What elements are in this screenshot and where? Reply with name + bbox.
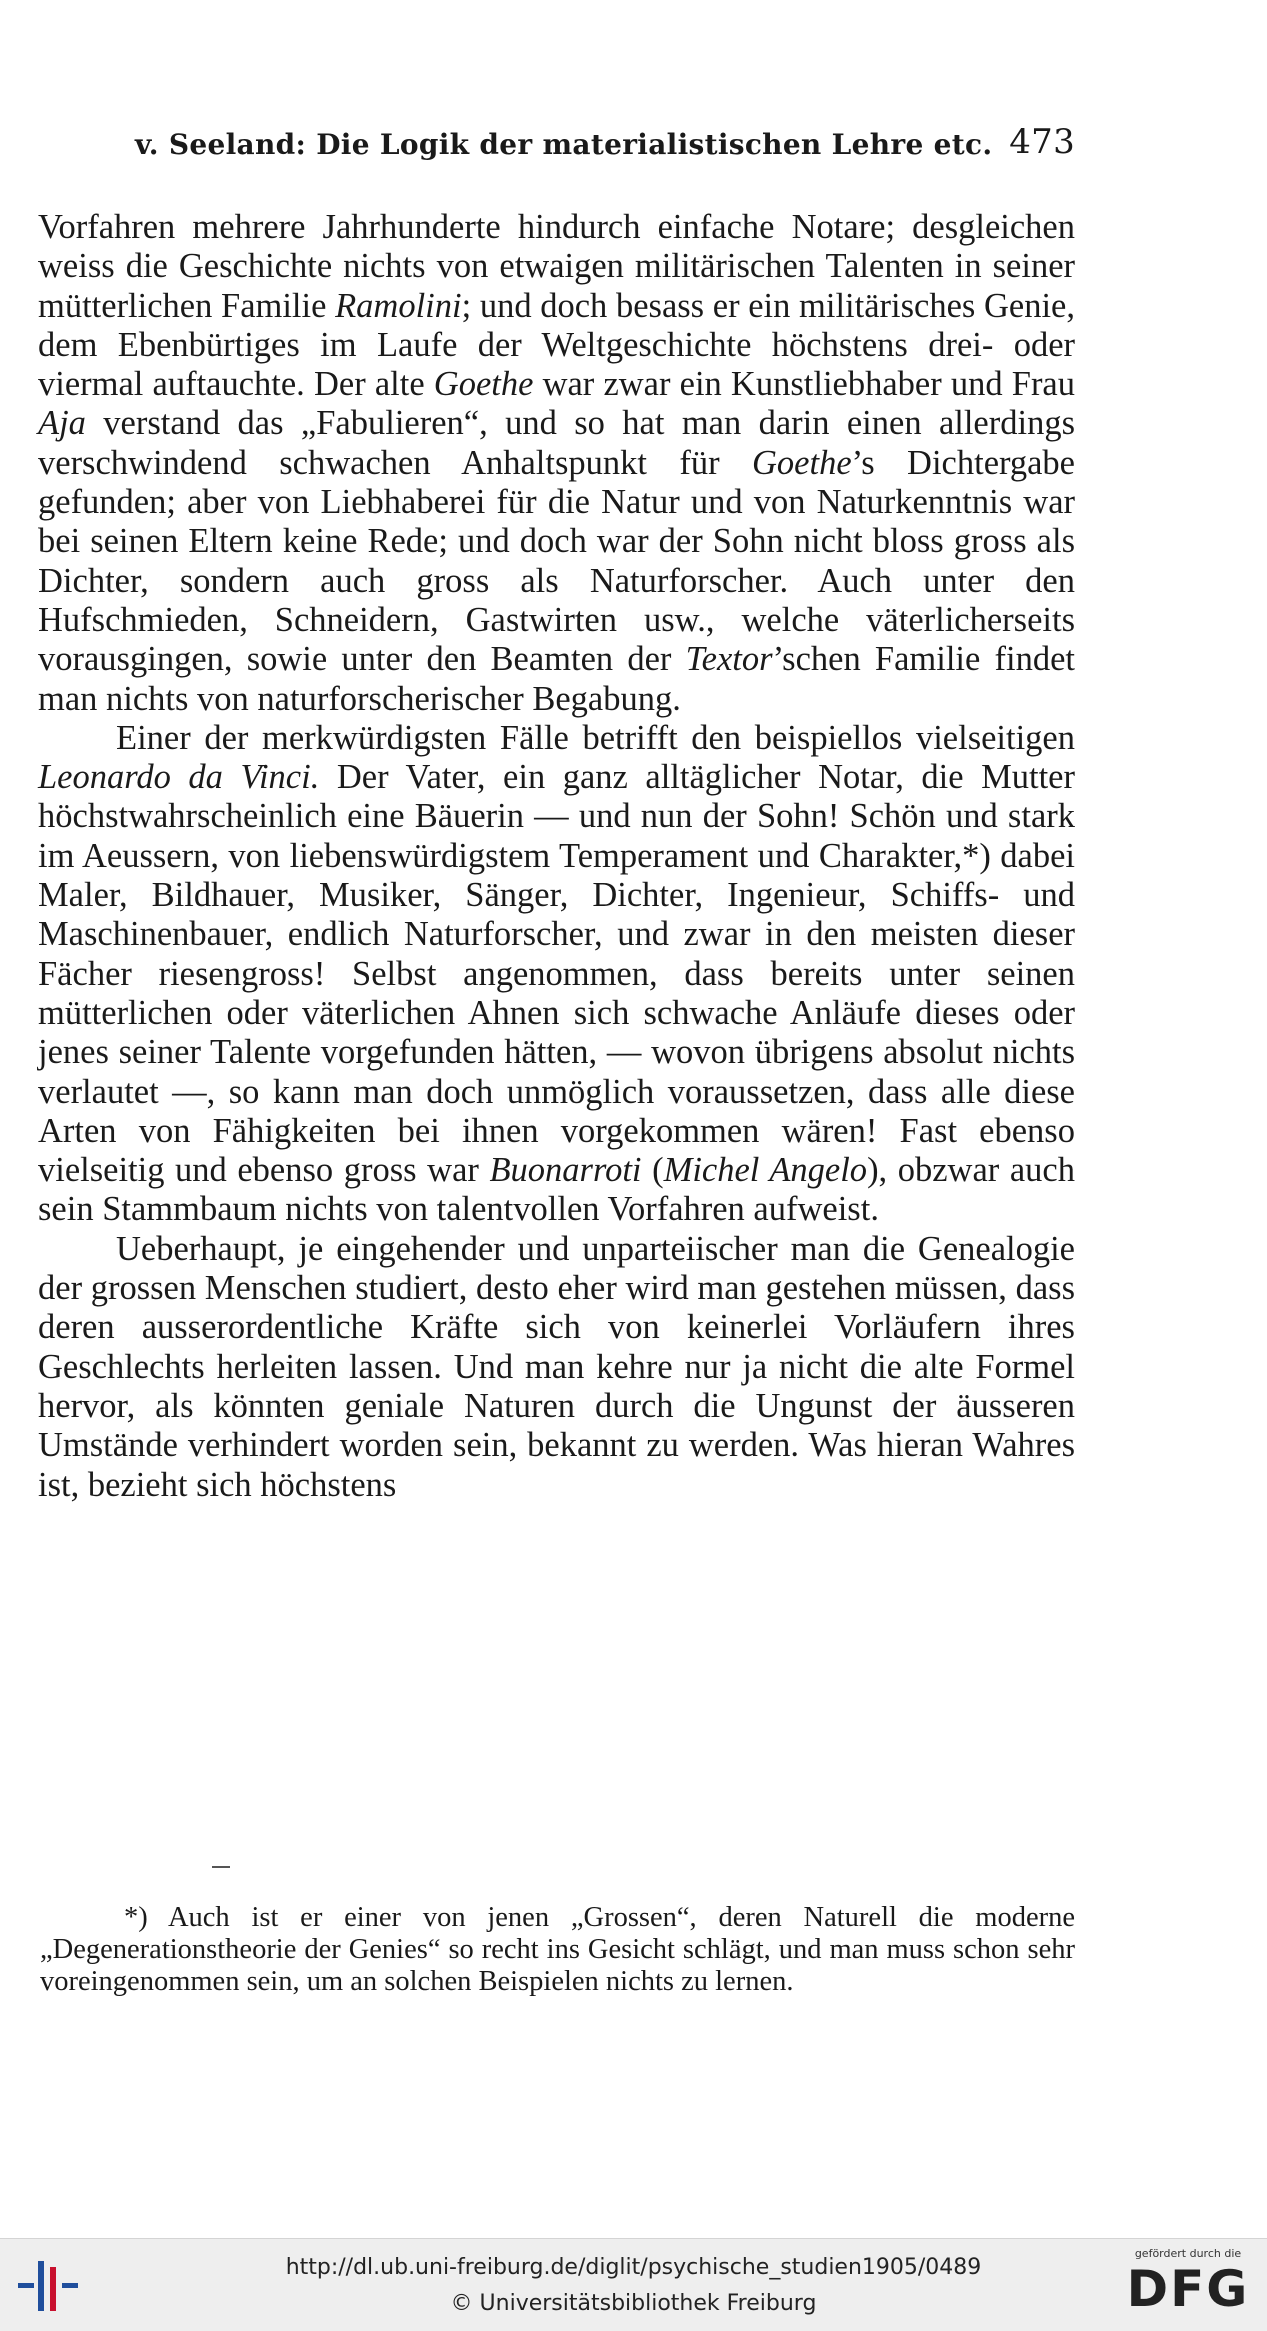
dfg-caption: gefördert durch die xyxy=(1134,2247,1242,2260)
text-run: ’s Dichtergabe gefunden; aber von Liebhaberei für die Natur und von Naturkenntnis war bei seinen Eltern keine Rede; und doch war der Sohn nicht bloss gross als Dichter, sondern auch gross als Naturforscher. Auch unter den Hufschmieden, Schneidern, Gastwirten usw., welche väterlicherseits vorausgingen, sowie unter den Beamten der xyxy=(38,443,1075,679)
text-run: Einer der merkwürdigsten Fälle betrifft den beispiellos vielseitigen xyxy=(116,718,1075,757)
name-textor: Textor xyxy=(685,640,773,679)
text-run: ; und doch besass er ein militärisches Genie, dem Ebenbürtiges im Laufe der Weltgeschichte höchstens drei- oder viermal auftauchte. Der alte xyxy=(38,286,1075,404)
paragraph-3: Ueberhaupt, je eingehender und unparteiischer man die Genealogie der grossen Menschen studiert, desto eher wird man gestehen müssen, dass deren ausserordentliche Kräfte sich von keinerlei Vorläufern ihres Geschlechts herleiten lassen. Und man kehre nur ja nicht die alte Formel hervor, als könnten geniale Naturen durch die Ungunst der äusseren Umstände verhindert worden sein, bekannt zu werden. Was hieran Wahres ist, bezieht sich höchstens xyxy=(38,1229,1075,1504)
name-michel-angelo: Michel Angelo xyxy=(663,1151,868,1190)
text-run: verstand das „Fabulieren“, und so hat man darin einen allerdings verschwindend schwachen Anhaltspunkt für xyxy=(38,404,1075,482)
main-text xyxy=(38,208,1075,1505)
name-leonardo: Leonardo da Vinci. xyxy=(38,758,320,797)
dfg-badge[interactable] xyxy=(1123,2247,1253,2327)
text-run: Der Vater, ein ganz alltäglicher Notar, die Mutter höchstwahrscheinlich eine Bäuerin — und nun der Sohn! Schön und stark im Aeussern, von liebenswürdigstem Temperament und Charakter,*) dabei Maler, Bildhauer, Musiker, Sänger, Dichter, Ingenieur, Schiffs- und Maschinenbauer, endlich Naturforscher, und zwar in den meisten dieser Fächer riesengross! Selbst angenommen, dass bereits unter seinen mütterlichen oder väterlichen Ahnen sich schwache Anläufe dieses oder jenes seiner Talente vorgefunden hätten, — wovon übrigens absolut nichts verlautet —, so kann man doch unmöglich voraussetzen, dass alle diese Arten von Fähigkeiten bei ihnen vorgekommen wären! Fast ebenso vielseitig und ebenso gross war xyxy=(38,758,1075,1190)
text-run: ( xyxy=(641,1151,664,1190)
paragraph-1 xyxy=(38,208,1075,719)
paragraph-2 xyxy=(38,719,1075,1230)
page-number: 473 xyxy=(1009,122,1075,162)
name-goethe: Goethe xyxy=(752,443,852,482)
name-aja: Aja xyxy=(38,404,86,443)
page-header xyxy=(135,122,1075,168)
text-run: ’schen Familie findet man nichts von naturforscherischer Begabung. xyxy=(38,640,1075,718)
name-goethe: Goethe xyxy=(433,365,534,404)
dfg-logo-icon: DFG xyxy=(1126,2260,1250,2318)
name-buonarroti: Buonarroti xyxy=(489,1151,642,1190)
text-run: ), obzwar auch sein Stammbaum nichts von talentvollen Vorfahren aufweist. xyxy=(38,1151,1075,1229)
name-ramolini: Ramolini xyxy=(335,286,462,325)
running-title: v. Seeland: Die Logik der materialistischen Lehre etc. xyxy=(135,128,993,161)
copyright-notice: © Universitätsbibliothek Freiburg xyxy=(450,2291,817,2316)
text-run: Vorfahren mehrere Jahrhunderte hindurch einfache Notare; desgleichen weiss die Geschichte nichts von etwaigen militärischen Talenten in seiner mütterlichen Familie xyxy=(38,208,1075,325)
viewer-footer xyxy=(0,2238,1267,2331)
text-run: war zwar ein Kunstliebhaber und Frau xyxy=(533,365,1075,404)
footnote-text: *) Auch ist er einer von jenen „Grossen“, deren Naturell die moderne „Degenerationstheorie der Genies“ so recht ins Gesicht schlägt, und man muss schon sehr voreingenommen sein, um an solchen Beispielen nichts zu lernen. xyxy=(40,1902,1075,1997)
footnote-divider xyxy=(212,1866,230,1868)
permalink-url[interactable]: http://dl.ub.uni-freiburg.de/diglit/psychische_studien1905/0489 xyxy=(285,2255,982,2280)
footnote xyxy=(40,1902,1075,1998)
